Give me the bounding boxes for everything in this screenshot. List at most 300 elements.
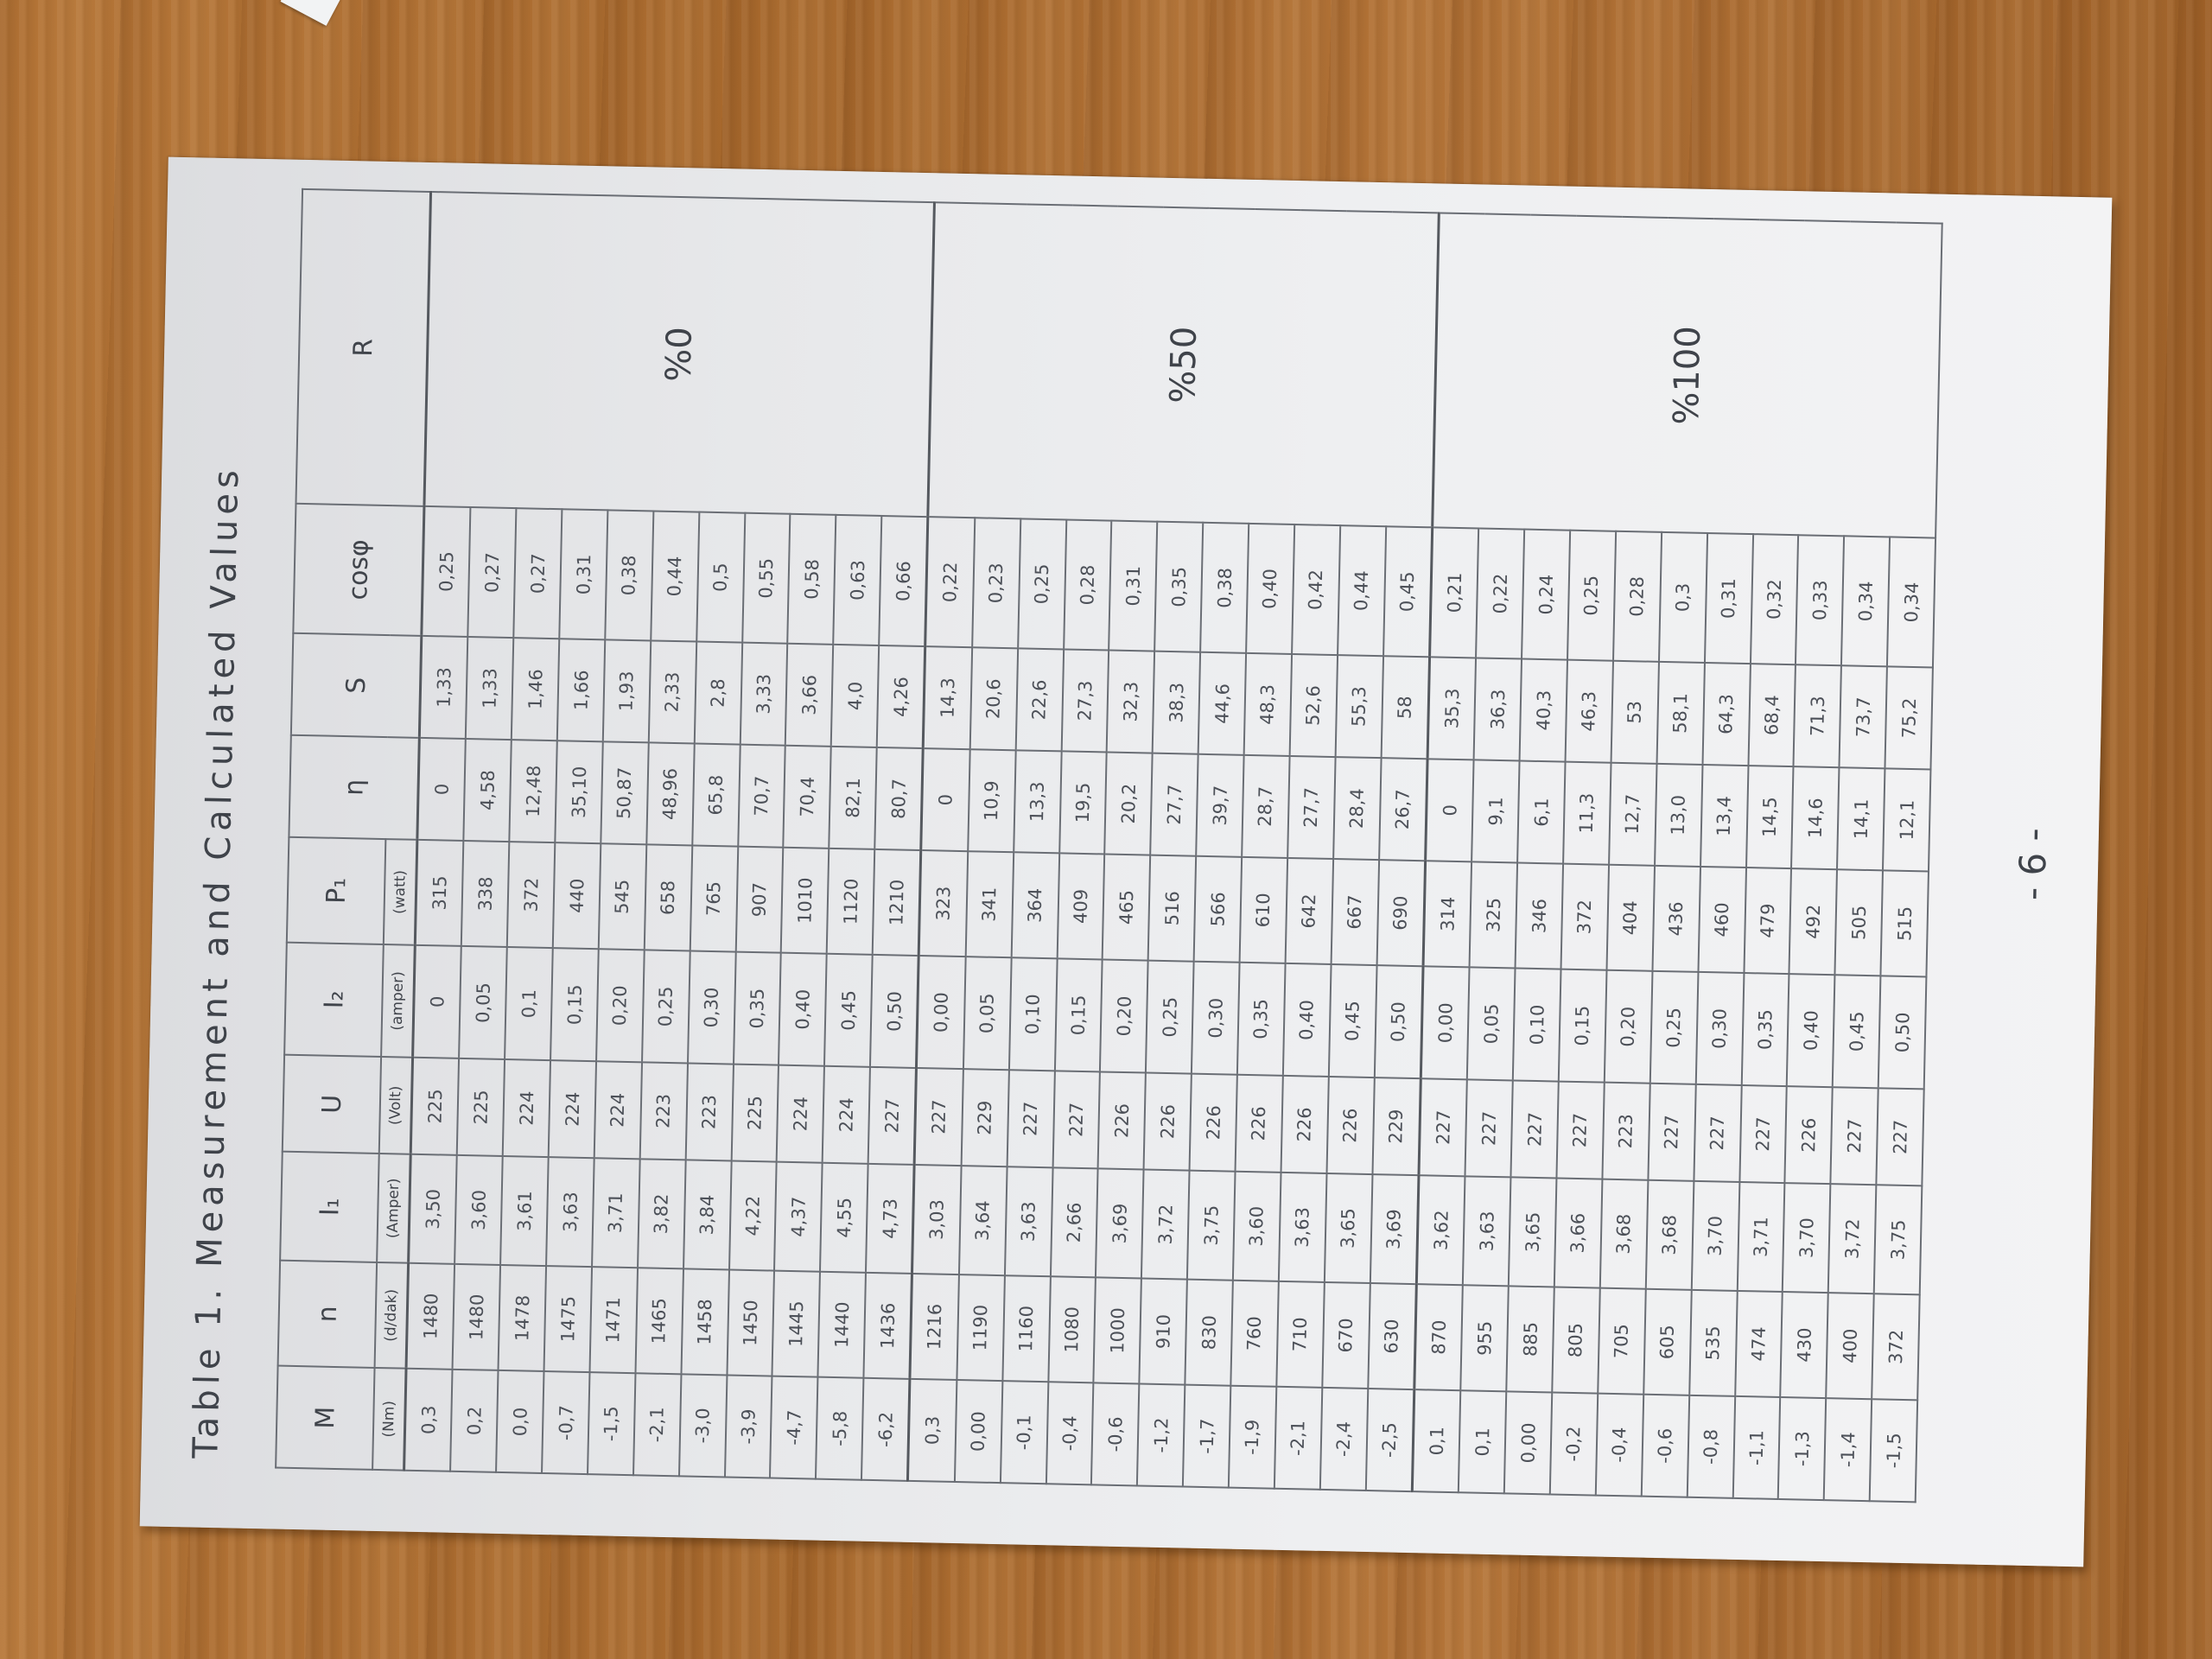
cell-m: -4,7 xyxy=(770,1376,817,1479)
cell-m: -1,4 xyxy=(1824,1398,1872,1501)
cell-i2: 0,20 xyxy=(1605,970,1653,1084)
cell-i2: 0,00 xyxy=(1421,966,1470,1079)
cell-cos-phi: 0,42 xyxy=(1292,524,1340,655)
cell-u: 225 xyxy=(457,1058,505,1156)
cell-m: -1,9 xyxy=(1229,1386,1276,1489)
cell-s: 1,66 xyxy=(557,639,605,741)
cell-cos-phi: 0,27 xyxy=(468,507,517,638)
cell-i2: 0,30 xyxy=(1695,972,1744,1085)
cell-i2: 0,35 xyxy=(1741,973,1789,1086)
cell-cos-phi: 0,63 xyxy=(833,515,881,645)
cell-p1: 566 xyxy=(1194,856,1242,963)
cell-eta: 27,7 xyxy=(1287,756,1335,859)
cell-m: 0,0 xyxy=(496,1370,543,1473)
cell-i1: 3,75 xyxy=(1187,1171,1235,1281)
cell-u: 225 xyxy=(410,1058,459,1155)
cell-i1: 4,22 xyxy=(729,1161,777,1271)
cell-n: 705 xyxy=(1598,1288,1645,1395)
cell-p1: 325 xyxy=(1470,861,1517,968)
cell-m: -0,2 xyxy=(1550,1392,1598,1495)
cell-i2: 0,25 xyxy=(1650,971,1699,1084)
cell-i2: 0,15 xyxy=(1559,969,1607,1083)
cell-i2: 0,50 xyxy=(870,955,919,1068)
cell-p1: 440 xyxy=(553,842,601,949)
cell-i2: 0,25 xyxy=(1146,961,1194,1074)
cell-u: 226 xyxy=(1281,1076,1328,1173)
cell-eta: 11,3 xyxy=(1563,762,1611,865)
cell-cos-phi: 0,58 xyxy=(788,514,836,645)
cell-u: 227 xyxy=(1052,1071,1100,1168)
cell-eta: 70,4 xyxy=(784,746,831,849)
cell-n: 535 xyxy=(1689,1290,1737,1396)
cell-u: 224 xyxy=(594,1061,642,1159)
cell-n: 1465 xyxy=(635,1268,683,1374)
cell-n: 1445 xyxy=(772,1271,820,1377)
cell-u: 229 xyxy=(961,1069,1008,1166)
cell-i2: 0,50 xyxy=(1374,965,1423,1078)
cell-i1: 3,63 xyxy=(1005,1166,1052,1276)
cell-i2: 0,40 xyxy=(779,953,827,1066)
cell-p1: 364 xyxy=(1011,852,1058,958)
column-unit: (Volt) xyxy=(379,1057,413,1154)
cell-s: 75,2 xyxy=(1885,666,1933,769)
cell-m: -0,7 xyxy=(542,1371,589,1474)
cell-n: 1471 xyxy=(589,1267,637,1373)
cell-s: 1,33 xyxy=(466,637,513,740)
cell-cos-phi: 0,3 xyxy=(1659,532,1707,663)
cell-s: 52,6 xyxy=(1289,654,1337,757)
cell-u: 224 xyxy=(549,1060,596,1158)
cell-m: -0,8 xyxy=(1687,1395,1734,1498)
cell-cos-phi: 0,24 xyxy=(1522,530,1570,660)
cell-n: 870 xyxy=(1414,1284,1463,1390)
cell-u: 224 xyxy=(503,1059,550,1157)
cell-n: 1080 xyxy=(1048,1276,1096,1382)
cell-p1: 642 xyxy=(1285,858,1332,964)
cell-p1: 765 xyxy=(690,845,737,951)
cell-eta: 14,6 xyxy=(1791,766,1839,869)
cell-cos-phi: 0,25 xyxy=(1567,531,1616,661)
cell-s: 20,6 xyxy=(970,647,1018,750)
cell-u: 226 xyxy=(1144,1073,1192,1171)
cell-m: 0,3 xyxy=(404,1369,453,1471)
cell-cos-phi: 0,5 xyxy=(696,512,745,643)
cell-m: -1,7 xyxy=(1183,1385,1230,1488)
cell-s: 44,6 xyxy=(1198,652,1246,755)
cell-i2: 0,00 xyxy=(917,956,966,1069)
cell-p1: 515 xyxy=(1881,870,1929,976)
cell-u: 227 xyxy=(1694,1084,1741,1182)
cell-n: 1475 xyxy=(544,1266,592,1372)
cell-cos-phi: 0,35 xyxy=(1154,522,1203,652)
cell-p1: 460 xyxy=(1698,867,1745,973)
cell-m: -0,4 xyxy=(1046,1382,1093,1484)
cell-i1: 4,37 xyxy=(774,1162,822,1272)
cell-i2: 0,45 xyxy=(824,954,873,1067)
cell-p1: 409 xyxy=(1057,853,1104,959)
cell-i1: 3,70 xyxy=(1783,1183,1830,1293)
column-header: U xyxy=(283,1055,381,1154)
cell-n: 372 xyxy=(1872,1294,1919,1400)
cell-s: 14,3 xyxy=(924,646,972,749)
cell-cos-phi: 0,33 xyxy=(1796,535,1844,665)
cell-i1: 3,69 xyxy=(1370,1174,1419,1284)
cell-p1: 338 xyxy=(461,841,509,947)
cell-p1: 341 xyxy=(966,851,1014,957)
cell-u: 227 xyxy=(915,1068,963,1166)
column-unit: (watt) xyxy=(384,839,417,945)
cell-cos-phi: 0,44 xyxy=(651,511,699,641)
r-group-label: %50 xyxy=(928,202,1439,527)
cell-m: -0,6 xyxy=(1091,1382,1139,1485)
cell-m: -1,1 xyxy=(1732,1396,1780,1499)
column-unit: (Amper) xyxy=(377,1154,410,1263)
table-body xyxy=(404,192,1942,1502)
cell-eta: 50,87 xyxy=(601,741,648,844)
cell-u: 225 xyxy=(731,1065,779,1162)
cell-i1: 4,55 xyxy=(820,1163,868,1273)
cell-eta: 20,2 xyxy=(1105,753,1153,855)
paper-scrap xyxy=(281,0,342,26)
cell-i1: 2,66 xyxy=(1051,1167,1098,1277)
cell-cos-phi: 0,28 xyxy=(1613,531,1662,662)
cell-m: -2,4 xyxy=(1320,1388,1368,1491)
r-group-label: %0 xyxy=(424,192,935,517)
cell-i2: 0,05 xyxy=(1467,967,1516,1080)
cell-i2: 0,15 xyxy=(1054,958,1103,1071)
cell-m: -3,0 xyxy=(679,1374,727,1477)
cell-p1: 479 xyxy=(1744,868,1791,974)
cell-s: 64,3 xyxy=(1702,663,1750,766)
column-header: cosφ xyxy=(293,504,424,636)
cell-i1: 3,69 xyxy=(1096,1168,1143,1278)
cell-m: -0,4 xyxy=(1596,1394,1643,1497)
cell-eta: 65,8 xyxy=(692,744,740,847)
cell-p1: 315 xyxy=(415,840,463,946)
cell-u: 226 xyxy=(1190,1074,1237,1172)
cell-cos-phi: 0,31 xyxy=(1705,533,1753,664)
cell-eta: 12,48 xyxy=(510,740,557,842)
column-header: R xyxy=(296,189,430,506)
column-header: S xyxy=(291,633,422,738)
cell-s: 73,7 xyxy=(1840,665,1887,768)
cell-u: 226 xyxy=(1326,1077,1374,1174)
cell-i1: 3,66 xyxy=(1554,1179,1602,1288)
cell-m: -3,9 xyxy=(725,1375,772,1478)
cell-eta: 9,1 xyxy=(1471,760,1519,862)
cell-m: 0,00 xyxy=(1504,1391,1552,1494)
cell-s: 4,0 xyxy=(831,645,879,747)
cell-cos-phi: 0,25 xyxy=(422,506,471,637)
cell-s: 36,3 xyxy=(1474,658,1522,760)
cell-eta: 0 xyxy=(417,738,466,841)
cell-m: 0,1 xyxy=(1459,1390,1506,1493)
cell-p1: 492 xyxy=(1789,868,1837,975)
cell-i1: 3,65 xyxy=(1509,1177,1556,1287)
cell-i2: 0,05 xyxy=(459,946,507,1059)
cell-cos-phi: 0,23 xyxy=(972,518,1020,648)
cell-u: 227 xyxy=(1557,1082,1605,1179)
cell-s: 55,3 xyxy=(1335,655,1382,758)
cell-u: 229 xyxy=(1372,1077,1421,1175)
cell-i2: 0,20 xyxy=(1100,959,1148,1072)
cell-eta: 13,0 xyxy=(1655,764,1702,867)
cell-eta: 14,1 xyxy=(1837,767,1885,870)
cell-cos-phi: 0,66 xyxy=(879,516,928,646)
cell-p1: 323 xyxy=(919,850,968,957)
cell-eta: 14,5 xyxy=(1746,766,1794,868)
cell-i1: 3,68 xyxy=(1600,1179,1648,1289)
cell-i1: 3,75 xyxy=(1874,1185,1923,1294)
cell-i1: 3,03 xyxy=(912,1165,962,1274)
cell-n: 1450 xyxy=(727,1269,774,1376)
cell-n: 1480 xyxy=(406,1263,454,1370)
cell-p1: 372 xyxy=(1561,864,1609,970)
cell-s: 58,1 xyxy=(1656,662,1704,765)
cell-i2: 0,1 xyxy=(505,947,553,1060)
cell-p1: 690 xyxy=(1376,860,1425,966)
cell-cos-phi: 0,55 xyxy=(742,513,791,644)
cell-cos-phi: 0,34 xyxy=(1887,537,1936,667)
cell-m: -2,1 xyxy=(633,1373,681,1476)
cell-i1: 3,60 xyxy=(454,1155,502,1265)
cell-p1: 610 xyxy=(1240,857,1287,963)
cell-n: 630 xyxy=(1368,1283,1416,1389)
cell-i2: 0,30 xyxy=(1192,962,1240,1075)
cell-cos-phi: 0,31 xyxy=(559,509,607,639)
cell-i2: 0 xyxy=(413,945,462,1058)
cell-m: -1,5 xyxy=(588,1372,635,1475)
cell-s: 40,3 xyxy=(1520,659,1567,762)
cell-cos-phi: 0,31 xyxy=(1109,521,1158,652)
cell-s: 1,33 xyxy=(419,636,467,739)
cell-s: 27,3 xyxy=(1061,649,1109,752)
cell-i2: 0,50 xyxy=(1878,976,1927,1089)
cell-i2: 0,15 xyxy=(550,948,599,1061)
cell-cos-phi: 0,21 xyxy=(1430,527,1479,658)
cell-eta: 28,4 xyxy=(1333,757,1381,860)
cell-i2: 0,35 xyxy=(1237,963,1286,1076)
cell-eta: 82,1 xyxy=(830,747,877,849)
cell-n: 1216 xyxy=(910,1274,958,1380)
cell-u: 227 xyxy=(1876,1088,1923,1185)
cell-i2: 0,45 xyxy=(1833,975,1881,1088)
cell-eta: 10,9 xyxy=(968,749,1015,852)
cell-cos-phi: 0,32 xyxy=(1750,534,1798,664)
cell-p1: 1010 xyxy=(781,848,829,954)
cell-i1: 3,72 xyxy=(1828,1184,1876,1294)
cell-n: 1190 xyxy=(957,1274,1004,1381)
cell-n: 670 xyxy=(1322,1282,1370,1389)
cell-u: 226 xyxy=(1098,1071,1146,1169)
cell-i2: 0,10 xyxy=(1009,957,1058,1071)
cell-n: 1000 xyxy=(1094,1277,1141,1383)
cell-m: 0,2 xyxy=(450,1370,498,1472)
cell-n: 955 xyxy=(1461,1285,1509,1391)
page-number: - 6 - xyxy=(2011,827,2056,901)
cell-eta: 28,7 xyxy=(1242,755,1289,858)
cell-eta: 12,1 xyxy=(1883,768,1930,871)
column-header: P₁ xyxy=(287,837,386,944)
cell-i2: 0,40 xyxy=(1283,963,1332,1077)
cell-s: 1,93 xyxy=(603,639,651,742)
cell-n: 710 xyxy=(1276,1281,1324,1388)
cell-n: 1440 xyxy=(818,1272,866,1378)
cell-i1: 3,71 xyxy=(1737,1182,1784,1292)
cell-p1: 404 xyxy=(1606,865,1654,971)
cell-u: 227 xyxy=(1511,1080,1559,1178)
column-header: I₁ xyxy=(280,1152,379,1262)
r-group-label: %100 xyxy=(1433,213,1942,537)
cell-eta: 35,10 xyxy=(555,741,602,843)
cell-n: 760 xyxy=(1230,1281,1278,1387)
cell-n: 400 xyxy=(1826,1293,1873,1399)
cell-s: 68,4 xyxy=(1748,664,1796,766)
cell-eta: 26,7 xyxy=(1379,758,1427,861)
cell-u: 227 xyxy=(1419,1078,1467,1176)
cell-i1: 4,73 xyxy=(866,1164,915,1274)
cell-m: -1,3 xyxy=(1778,1397,1826,1500)
cell-cos-phi: 0,28 xyxy=(1064,519,1112,650)
cell-eta: 6,1 xyxy=(1517,761,1565,864)
cell-u: 223 xyxy=(685,1063,733,1160)
cell-p1: 516 xyxy=(1148,855,1196,962)
cell-u: 227 xyxy=(1739,1085,1787,1183)
cell-p1: 505 xyxy=(1835,869,1883,976)
cell-eta: 4,58 xyxy=(464,739,512,842)
cell-n: 1478 xyxy=(499,1265,546,1371)
cell-p1: 667 xyxy=(1331,859,1378,965)
cell-m: -2,1 xyxy=(1274,1387,1322,1490)
cell-u: 227 xyxy=(1648,1084,1695,1181)
cell-u: 224 xyxy=(777,1065,824,1163)
cell-n: 910 xyxy=(1140,1278,1187,1384)
cell-i2: 0,10 xyxy=(1513,968,1561,1081)
cell-u: 224 xyxy=(823,1066,870,1164)
cell-eta: 19,5 xyxy=(1059,751,1107,854)
measurement-table xyxy=(275,188,1943,1503)
cell-m: -1,2 xyxy=(1137,1383,1185,1486)
cell-eta: 48,96 xyxy=(646,742,694,845)
cell-m: -0,1 xyxy=(1001,1381,1048,1484)
cell-n: 430 xyxy=(1781,1292,1828,1398)
cell-s: 38,3 xyxy=(1153,652,1200,754)
cell-u: 227 xyxy=(1831,1087,1878,1185)
cell-u: 223 xyxy=(1602,1083,1649,1180)
cell-cos-phi: 0,27 xyxy=(514,508,563,639)
cell-s: 1,46 xyxy=(512,638,559,741)
column-unit: (amper) xyxy=(381,944,415,1058)
cell-u: 226 xyxy=(1785,1086,1833,1184)
cell-i1: 3,63 xyxy=(546,1157,594,1267)
cell-p1: 1210 xyxy=(873,849,921,956)
column-unit: (Nm) xyxy=(372,1368,406,1471)
cell-i2: 0,45 xyxy=(1329,964,1377,1077)
cell-i2: 0,05 xyxy=(963,957,1012,1070)
cell-p1: 545 xyxy=(599,843,646,950)
cell-n: 605 xyxy=(1643,1289,1691,1395)
column-unit: (d/dak) xyxy=(375,1262,409,1369)
cell-u: 227 xyxy=(868,1067,917,1165)
cell-i2: 0,20 xyxy=(596,949,645,1062)
cell-eta: 0 xyxy=(921,748,969,851)
cell-i1: 3,72 xyxy=(1141,1170,1189,1280)
table-title: Table 1. Measurement and Calculated Values xyxy=(186,464,247,1459)
cell-s: 2,8 xyxy=(694,642,741,745)
cell-eta: 80,7 xyxy=(874,747,923,850)
cell-u: 227 xyxy=(1465,1079,1513,1177)
cell-cos-phi: 0,34 xyxy=(1841,536,1890,666)
cell-n: 885 xyxy=(1506,1286,1554,1392)
cell-p1: 907 xyxy=(735,847,783,953)
cell-s: 46,3 xyxy=(1566,660,1613,763)
cell-cos-phi: 0,40 xyxy=(1246,524,1294,654)
cell-s: 58 xyxy=(1381,656,1429,759)
cell-p1: 465 xyxy=(1103,854,1150,960)
cell-m: 0,1 xyxy=(1412,1389,1460,1492)
measurement-table-wrap xyxy=(275,190,1943,1503)
cell-n: 830 xyxy=(1185,1280,1232,1386)
cell-i1: 3,63 xyxy=(1463,1176,1510,1286)
column-header: n xyxy=(278,1261,378,1368)
cell-m: -0,6 xyxy=(1642,1395,1689,1497)
cell-i1: 3,82 xyxy=(638,1159,685,1268)
cell-u: 223 xyxy=(639,1062,687,1160)
cell-s: 53 xyxy=(1611,661,1658,764)
column-header: η xyxy=(289,735,419,840)
column-header: I₂ xyxy=(284,943,384,1057)
cell-cos-phi: 0,38 xyxy=(1200,523,1249,653)
cell-i1: 3,61 xyxy=(500,1156,548,1266)
cell-i1: 3,71 xyxy=(592,1158,639,1268)
cell-m: -6,2 xyxy=(861,1378,910,1481)
cell-p1: 436 xyxy=(1652,866,1700,972)
cell-s: 71,3 xyxy=(1794,664,1841,767)
cell-cos-phi: 0,22 xyxy=(925,517,975,647)
cell-s: 4,26 xyxy=(877,645,925,748)
sheet-content xyxy=(140,157,2113,1567)
cell-i1: 3,63 xyxy=(1279,1173,1326,1282)
cell-i1: 3,62 xyxy=(1416,1175,1465,1285)
cell-i1: 3,50 xyxy=(409,1154,458,1264)
cell-s: 22,6 xyxy=(1015,648,1063,751)
cell-n: 805 xyxy=(1552,1287,1599,1393)
cell-i2: 0,35 xyxy=(734,952,782,1065)
cell-i1: 3,60 xyxy=(1233,1172,1281,1281)
cell-s: 48,3 xyxy=(1244,653,1292,756)
cell-p1: 1120 xyxy=(827,849,874,955)
cell-p1: 314 xyxy=(1423,861,1471,967)
cell-u: 226 xyxy=(1236,1075,1283,1173)
cell-i2: 0,40 xyxy=(1787,974,1835,1087)
cell-eta: 0 xyxy=(1426,759,1474,861)
cell-s: 3,33 xyxy=(740,643,787,746)
cell-m: -1,5 xyxy=(1870,1399,1917,1502)
cell-i1: 3,65 xyxy=(1325,1173,1372,1283)
cell-cos-phi: 0,44 xyxy=(1338,525,1386,656)
cell-cos-phi: 0,22 xyxy=(1476,528,1524,658)
cell-cos-phi: 0,25 xyxy=(1018,518,1066,649)
cell-eta: 12,7 xyxy=(1609,763,1656,866)
cell-eta: 27,7 xyxy=(1150,753,1198,856)
cell-cos-phi: 0,45 xyxy=(1383,526,1433,657)
cell-eta: 13,4 xyxy=(1700,765,1748,868)
column-header: M xyxy=(276,1366,374,1470)
cell-s: 35,3 xyxy=(1427,657,1476,760)
paper-sheet xyxy=(140,157,2113,1567)
cell-p1: 658 xyxy=(645,844,692,950)
cell-n: 1160 xyxy=(1002,1275,1050,1382)
